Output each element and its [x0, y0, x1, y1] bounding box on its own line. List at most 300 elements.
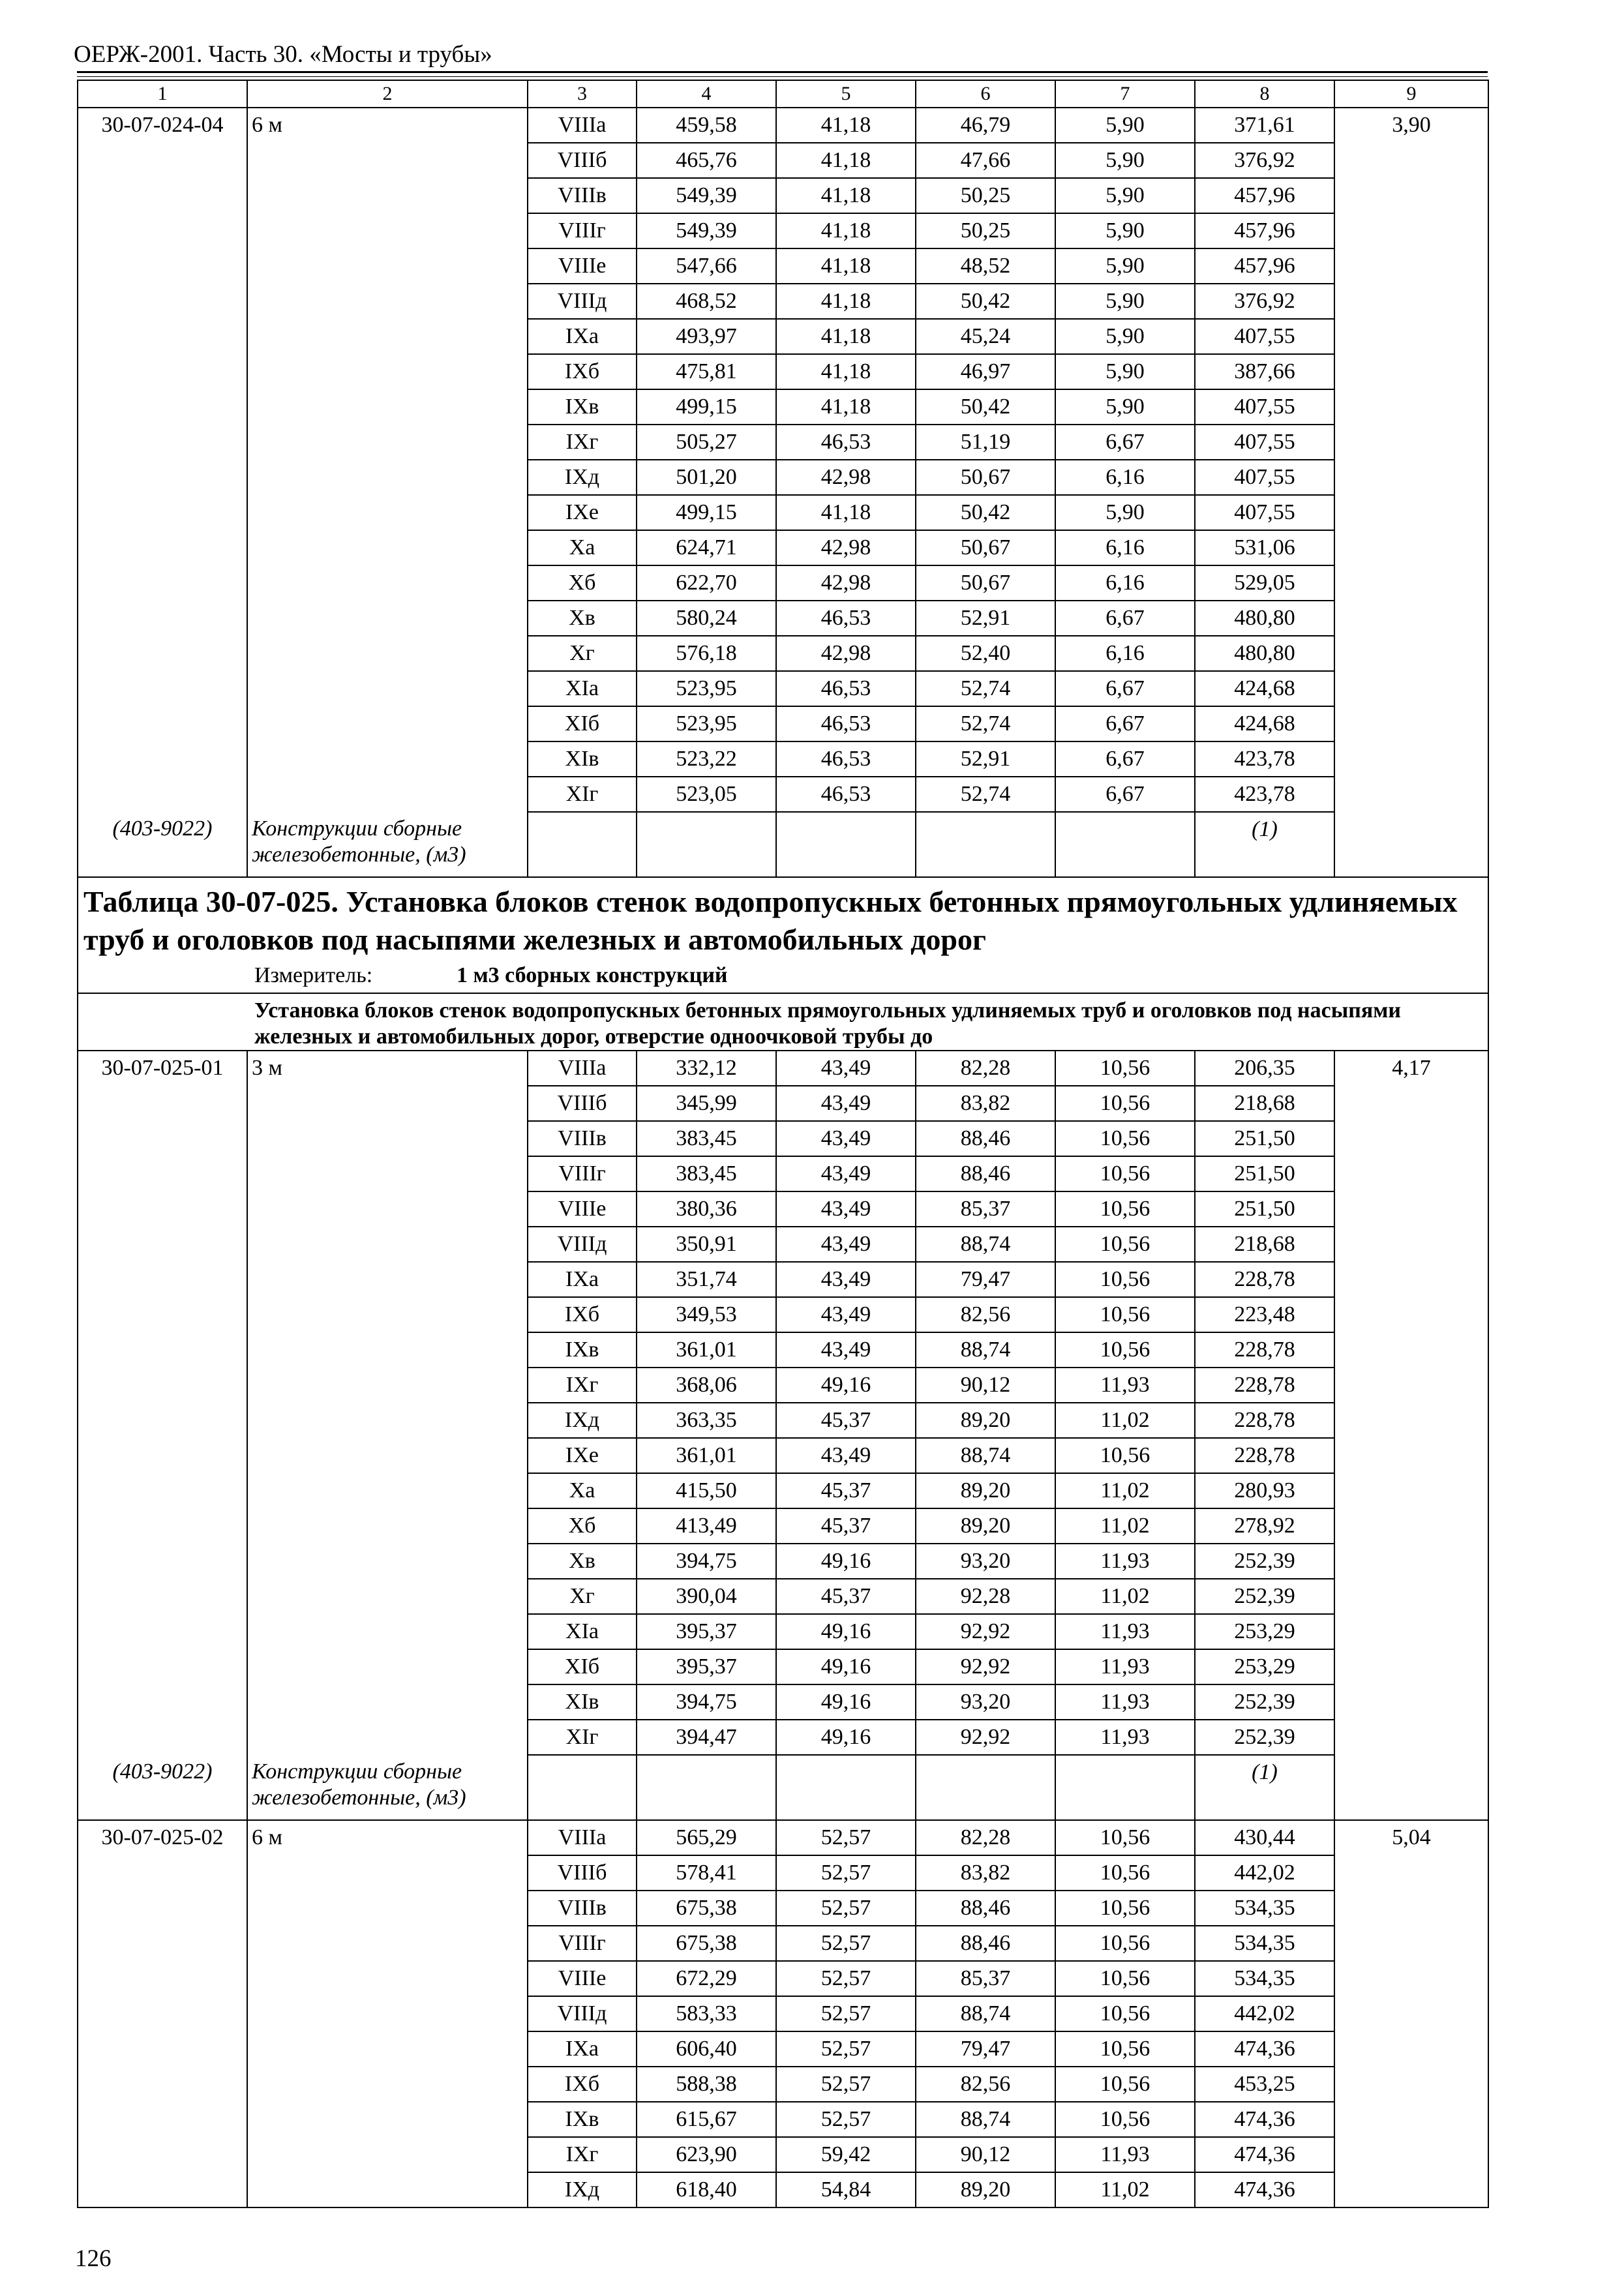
table-cell [247, 2067, 528, 2102]
table-cell [637, 812, 776, 877]
table-row [78, 1368, 1488, 1403]
table-cell [1334, 1473, 1488, 1508]
value-cell: 41,18 [776, 143, 916, 178]
meter-row [78, 959, 1488, 993]
value-cell: 480,80 [1195, 636, 1334, 671]
climate-zone: XIа [528, 1614, 637, 1649]
value-cell: 89,20 [916, 1508, 1055, 1544]
table-row [78, 1996, 1488, 2031]
value-cell: 50,25 [916, 213, 1055, 248]
value-cell: 88,74 [916, 1227, 1055, 1262]
table-cell [78, 1473, 247, 1508]
value-cell: 85,37 [916, 1961, 1055, 1996]
value-cell: 11,93 [1055, 2137, 1195, 2172]
value-cell: 251,50 [1195, 1121, 1334, 1156]
value-cell: 387,66 [1195, 354, 1334, 389]
value-cell: 43,49 [776, 1156, 916, 1191]
table-cell [247, 741, 528, 777]
table-row [78, 601, 1488, 636]
table-cell [247, 1227, 528, 1262]
climate-zone: XIб [528, 706, 637, 741]
value-cell: 606,40 [637, 2031, 776, 2067]
value-cell: 10,56 [1055, 1855, 1195, 1891]
value-cell: 206,35 [1195, 1051, 1334, 1086]
value-cell: 253,29 [1195, 1614, 1334, 1649]
pipe-span: 6 м [247, 108, 528, 143]
value-cell: 280,93 [1195, 1473, 1334, 1508]
climate-zone: IXд [528, 1403, 637, 1438]
table-cell [78, 1891, 247, 1926]
value-cell: 93,20 [916, 1544, 1055, 1579]
table-cell [1334, 565, 1488, 601]
value-cell: 92,92 [916, 1614, 1055, 1649]
value-cell: 457,96 [1195, 213, 1334, 248]
table-row [78, 1121, 1488, 1156]
table-cell [1334, 2031, 1488, 2067]
table-cell [1334, 1926, 1488, 1961]
table-cell [247, 2172, 528, 2207]
table-row [78, 1403, 1488, 1438]
table-row [78, 1156, 1488, 1191]
value-cell: 474,36 [1195, 2102, 1334, 2137]
value-cell: 45,37 [776, 1403, 916, 1438]
value-cell: 576,18 [637, 636, 776, 671]
table-cell [1334, 2137, 1488, 2172]
value-cell: 88,74 [916, 1438, 1055, 1473]
value-cell: 424,68 [1195, 706, 1334, 741]
table-cell [78, 1227, 247, 1262]
table-cell [528, 812, 637, 877]
resource-qty: (1) [1195, 812, 1334, 877]
running-header: ОЕРЖ-2001. Часть 30. «Мосты и трубы» [74, 41, 492, 68]
climate-zone: VIIIа [528, 1820, 637, 1855]
table-cell [247, 706, 528, 741]
table-row [78, 741, 1488, 777]
value-cell: 41,18 [776, 248, 916, 284]
climate-zone: VIIIе [528, 248, 637, 284]
value-cell: 380,36 [637, 1191, 776, 1227]
value-cell: 624,71 [637, 530, 776, 565]
value-cell: 82,56 [916, 1297, 1055, 1332]
value-cell: 474,36 [1195, 2172, 1334, 2207]
climate-zone: VIIIа [528, 1051, 637, 1086]
climate-zone: VIIIб [528, 1086, 637, 1121]
value-cell: 46,79 [916, 108, 1055, 143]
table-cell [78, 495, 247, 530]
value-cell: 474,36 [1195, 2137, 1334, 2172]
value-cell: 10,56 [1055, 1996, 1195, 2031]
price-table [77, 80, 1489, 2208]
table-cell [78, 1684, 247, 1720]
table-cell [78, 143, 247, 178]
value-cell: 622,70 [637, 565, 776, 601]
value-cell: 83,82 [916, 1086, 1055, 1121]
value-cell: 45,37 [776, 1473, 916, 1508]
table-cell [78, 2067, 247, 2102]
value-cell: 505,27 [637, 425, 776, 460]
table-cell [78, 671, 247, 706]
value-cell: 11,93 [1055, 1368, 1195, 1403]
table-row [78, 1926, 1488, 1961]
value-cell: 52,40 [916, 636, 1055, 671]
note-row [78, 1755, 1488, 1820]
value-cell: 578,41 [637, 1855, 776, 1891]
value-cell: 6,16 [1055, 460, 1195, 495]
value-cell: 523,95 [637, 671, 776, 706]
climate-zone: IXб [528, 354, 637, 389]
value-cell: 351,74 [637, 1262, 776, 1297]
value-cell: 534,35 [1195, 1926, 1334, 1961]
column-number: 9 [1334, 80, 1488, 108]
table-cell [1055, 1755, 1195, 1820]
value-cell: 46,97 [916, 354, 1055, 389]
table-cell [247, 777, 528, 812]
value-cell: 415,50 [637, 1473, 776, 1508]
value-cell: 474,36 [1195, 2031, 1334, 2067]
value-cell: 49,16 [776, 1720, 916, 1755]
value-cell: 223,48 [1195, 1297, 1334, 1332]
value-cell: 549,39 [637, 213, 776, 248]
value-cell: 51,19 [916, 425, 1055, 460]
climate-zone: IXг [528, 1368, 637, 1403]
value-cell: 93,20 [916, 1684, 1055, 1720]
value-cell: 52,57 [776, 1926, 916, 1961]
value-cell: 252,39 [1195, 1684, 1334, 1720]
table-cell [247, 1649, 528, 1684]
value-cell: 79,47 [916, 1262, 1055, 1297]
value-cell: 6,16 [1055, 565, 1195, 601]
table-cell [78, 706, 247, 741]
value-cell: 6,67 [1055, 601, 1195, 636]
value-cell: 501,20 [637, 460, 776, 495]
table-cell [78, 1855, 247, 1891]
value-cell: 407,55 [1195, 495, 1334, 530]
table-cell [78, 1961, 247, 1996]
table-cell [247, 1891, 528, 1926]
value-cell: 394,75 [637, 1544, 776, 1579]
value-cell: 43,49 [776, 1121, 916, 1156]
table-cell [247, 1297, 528, 1332]
value-cell: 390,04 [637, 1579, 776, 1614]
value-cell: 531,06 [1195, 530, 1334, 565]
value-cell: 672,29 [637, 1961, 776, 1996]
column-number: 4 [637, 80, 776, 108]
value-cell: 46,53 [776, 706, 916, 741]
value-cell: 11,02 [1055, 1473, 1195, 1508]
value-cell: 361,01 [637, 1332, 776, 1368]
table-cell [78, 178, 247, 213]
climate-zone: Xб [528, 565, 637, 601]
table-cell [1334, 143, 1488, 178]
table-cell [1334, 389, 1488, 425]
value-cell: 499,15 [637, 389, 776, 425]
table-cell [247, 565, 528, 601]
table-cell [247, 284, 528, 319]
section-subtitle: Установка блоков стенок водопропускных бетонных прямоугольных удлиняемых труб и оголовков под насыпями железных и автомобильных дорог, отверстие одноочковой трубы до [78, 993, 1488, 1051]
value-cell: 83,82 [916, 1855, 1055, 1891]
meter-value: 1 м3 сборных конструкций [457, 963, 728, 987]
table-cell [1334, 1156, 1488, 1191]
value-cell: 395,37 [637, 1649, 776, 1684]
climate-zone: VIIIг [528, 1156, 637, 1191]
table-cell [247, 1262, 528, 1297]
value-cell: 394,75 [637, 1684, 776, 1720]
value-cell: 92,92 [916, 1649, 1055, 1684]
value-cell: 6,16 [1055, 636, 1195, 671]
value-cell: 523,05 [637, 777, 776, 812]
meter [78, 959, 1488, 993]
climate-zone: VIIIб [528, 1855, 637, 1891]
value-cell: 41,18 [776, 354, 916, 389]
value-cell: 89,20 [916, 1473, 1055, 1508]
table-row [78, 2172, 1488, 2207]
value-cell: 228,78 [1195, 1403, 1334, 1438]
table-row [78, 1579, 1488, 1614]
value-cell: 5,90 [1055, 354, 1195, 389]
value-cell: 475,81 [637, 354, 776, 389]
column-number: 5 [776, 80, 916, 108]
value-cell: 10,56 [1055, 2067, 1195, 2102]
table-row [78, 1297, 1488, 1332]
value-cell: 89,20 [916, 2172, 1055, 2207]
table-cell [78, 1508, 247, 1544]
value-cell: 10,56 [1055, 1926, 1195, 1961]
value-cell: 52,57 [776, 1891, 916, 1926]
value-cell: 10,56 [1055, 1227, 1195, 1262]
table-cell [78, 213, 247, 248]
climate-zone: VIIIв [528, 1121, 637, 1156]
table-cell [78, 1438, 247, 1473]
table-row [78, 1891, 1488, 1926]
table-cell [78, 530, 247, 565]
value-cell: 49,16 [776, 1684, 916, 1720]
rate-code: 30-07-025-02 [78, 1820, 247, 1855]
value-cell: 88,74 [916, 1996, 1055, 2031]
climate-zone: Xб [528, 1508, 637, 1544]
value-cell: 42,98 [776, 565, 916, 601]
table-cell [1334, 1191, 1488, 1227]
value-cell: 6,67 [1055, 671, 1195, 706]
table-cell [1334, 1649, 1488, 1684]
value-cell: 228,78 [1195, 1332, 1334, 1368]
value-cell: 52,57 [776, 2067, 916, 2102]
table-cell [247, 425, 528, 460]
value-cell: 46,53 [776, 777, 916, 812]
table-cell [78, 1262, 247, 1297]
table-row [78, 1262, 1488, 1297]
value-cell: 42,98 [776, 530, 916, 565]
table-cell [247, 671, 528, 706]
table-row [78, 706, 1488, 741]
value-cell: 675,38 [637, 1891, 776, 1926]
table-cell [247, 1368, 528, 1403]
value-cell: 499,15 [637, 495, 776, 530]
table-cell [1334, 1438, 1488, 1473]
climate-zone: XIа [528, 671, 637, 706]
value-cell: 5,90 [1055, 495, 1195, 530]
value-cell: 41,18 [776, 178, 916, 213]
climate-zone: IXд [528, 460, 637, 495]
table-row [78, 671, 1488, 706]
table-cell [247, 1403, 528, 1438]
value-cell: 529,05 [1195, 565, 1334, 601]
table-row [78, 2067, 1488, 2102]
climate-zone: VIIIе [528, 1961, 637, 1996]
table-cell [78, 389, 247, 425]
value-cell: 85,37 [916, 1191, 1055, 1227]
table-cell [1334, 354, 1488, 389]
value-cell: 6,67 [1055, 777, 1195, 812]
value-cell: 383,45 [637, 1156, 776, 1191]
value-cell: 88,46 [916, 1891, 1055, 1926]
table-row [78, 1051, 1488, 1086]
table-cell [1334, 1544, 1488, 1579]
table-body [78, 80, 1488, 2207]
table-cell [1334, 248, 1488, 284]
table-cell [1334, 636, 1488, 671]
table-cell [1334, 671, 1488, 706]
value-cell: 41,18 [776, 108, 916, 143]
table-row [78, 1649, 1488, 1684]
value-cell: 350,91 [637, 1227, 776, 1262]
table-cell [247, 1473, 528, 1508]
table-cell [247, 1720, 528, 1755]
resource-code: (403-9022) [78, 1755, 247, 1820]
value-cell: 42,98 [776, 636, 916, 671]
subtitle-row [78, 993, 1488, 1051]
value-cell: 50,67 [916, 565, 1055, 601]
labor-value: 3,90 [1334, 108, 1488, 143]
value-cell: 50,42 [916, 284, 1055, 319]
table-cell [1334, 1297, 1488, 1332]
table-cell [78, 1649, 247, 1684]
table-cell [247, 143, 528, 178]
table-cell [1334, 1720, 1488, 1755]
value-cell: 88,46 [916, 1121, 1055, 1156]
table-cell [1334, 530, 1488, 565]
table-cell [78, 460, 247, 495]
value-cell: 49,16 [776, 1614, 916, 1649]
climate-zone: VIIIд [528, 1227, 637, 1262]
value-cell: 407,55 [1195, 389, 1334, 425]
table-row [78, 1508, 1488, 1544]
value-cell: 407,55 [1195, 460, 1334, 495]
climate-zone: IXг [528, 425, 637, 460]
value-cell: 82,28 [916, 1051, 1055, 1086]
climate-zone: IXв [528, 1332, 637, 1368]
table-cell [1334, 1086, 1488, 1121]
value-cell: 10,56 [1055, 1156, 1195, 1191]
climate-zone: VIIIе [528, 1191, 637, 1227]
table-cell [247, 1579, 528, 1614]
value-cell: 376,92 [1195, 284, 1334, 319]
value-cell: 45,37 [776, 1579, 916, 1614]
value-cell: 615,67 [637, 2102, 776, 2137]
table-row [78, 354, 1488, 389]
header-rule [77, 71, 1488, 73]
climate-zone: XIв [528, 741, 637, 777]
value-cell: 10,56 [1055, 1051, 1195, 1086]
value-cell: 11,93 [1055, 1649, 1195, 1684]
table-cell [247, 1614, 528, 1649]
value-cell: 46,53 [776, 425, 916, 460]
table-cell [1334, 1996, 1488, 2031]
column-number: 2 [247, 80, 528, 108]
value-cell: 430,44 [1195, 1820, 1334, 1855]
table-row [78, 1855, 1488, 1891]
resource-name: Конструкции сборные железобетонные, (м3) [247, 1755, 528, 1820]
table-cell [247, 1191, 528, 1227]
table-cell [78, 1996, 247, 2031]
value-cell: 52,91 [916, 741, 1055, 777]
value-cell: 49,16 [776, 1368, 916, 1403]
value-cell: 43,49 [776, 1227, 916, 1262]
table-cell [78, 1121, 247, 1156]
climate-zone: VIIIа [528, 108, 637, 143]
table-cell [247, 636, 528, 671]
table-cell [1334, 460, 1488, 495]
table-cell [78, 636, 247, 671]
value-cell: 565,29 [637, 1820, 776, 1855]
table-row [78, 108, 1488, 143]
table-cell [78, 1544, 247, 1579]
table-cell [78, 1297, 247, 1332]
table-row [78, 284, 1488, 319]
table-row [78, 2031, 1488, 2067]
rate-code: 30-07-024-04 [78, 108, 247, 143]
meter-label: Измеритель: [254, 963, 373, 987]
table-row [78, 1961, 1488, 1996]
value-cell: 82,56 [916, 2067, 1055, 2102]
value-cell: 47,66 [916, 143, 1055, 178]
value-cell: 92,28 [916, 1579, 1055, 1614]
table-row [78, 389, 1488, 425]
value-cell: 89,20 [916, 1403, 1055, 1438]
table-row [78, 1086, 1488, 1121]
value-cell: 49,16 [776, 1544, 916, 1579]
value-cell: 50,42 [916, 495, 1055, 530]
value-cell: 534,35 [1195, 1891, 1334, 1926]
value-cell: 395,37 [637, 1614, 776, 1649]
table-cell [1334, 1332, 1488, 1368]
value-cell: 618,40 [637, 2172, 776, 2207]
value-cell: 349,53 [637, 1297, 776, 1332]
value-cell: 407,55 [1195, 425, 1334, 460]
value-cell: 383,45 [637, 1121, 776, 1156]
climate-zone: IXа [528, 1262, 637, 1297]
table-row [78, 1438, 1488, 1473]
climate-zone: Xа [528, 530, 637, 565]
value-cell: 48,52 [916, 248, 1055, 284]
table-cell [78, 2031, 247, 2067]
rate-code: 30-07-025-01 [78, 1051, 247, 1086]
table-cell [247, 1926, 528, 1961]
value-cell: 52,57 [776, 2102, 916, 2137]
climate-zone: VIIIг [528, 1926, 637, 1961]
value-cell: 50,25 [916, 178, 1055, 213]
value-cell: 547,66 [637, 248, 776, 284]
climate-zone: IXб [528, 2067, 637, 2102]
table-row [78, 1473, 1488, 1508]
table-cell [1334, 1368, 1488, 1403]
table-cell [1334, 1508, 1488, 1544]
value-cell: 423,78 [1195, 777, 1334, 812]
value-cell: 588,38 [637, 2067, 776, 2102]
value-cell: 46,53 [776, 741, 916, 777]
value-cell: 10,56 [1055, 1262, 1195, 1297]
value-cell: 46,53 [776, 601, 916, 636]
table-cell [247, 1508, 528, 1544]
